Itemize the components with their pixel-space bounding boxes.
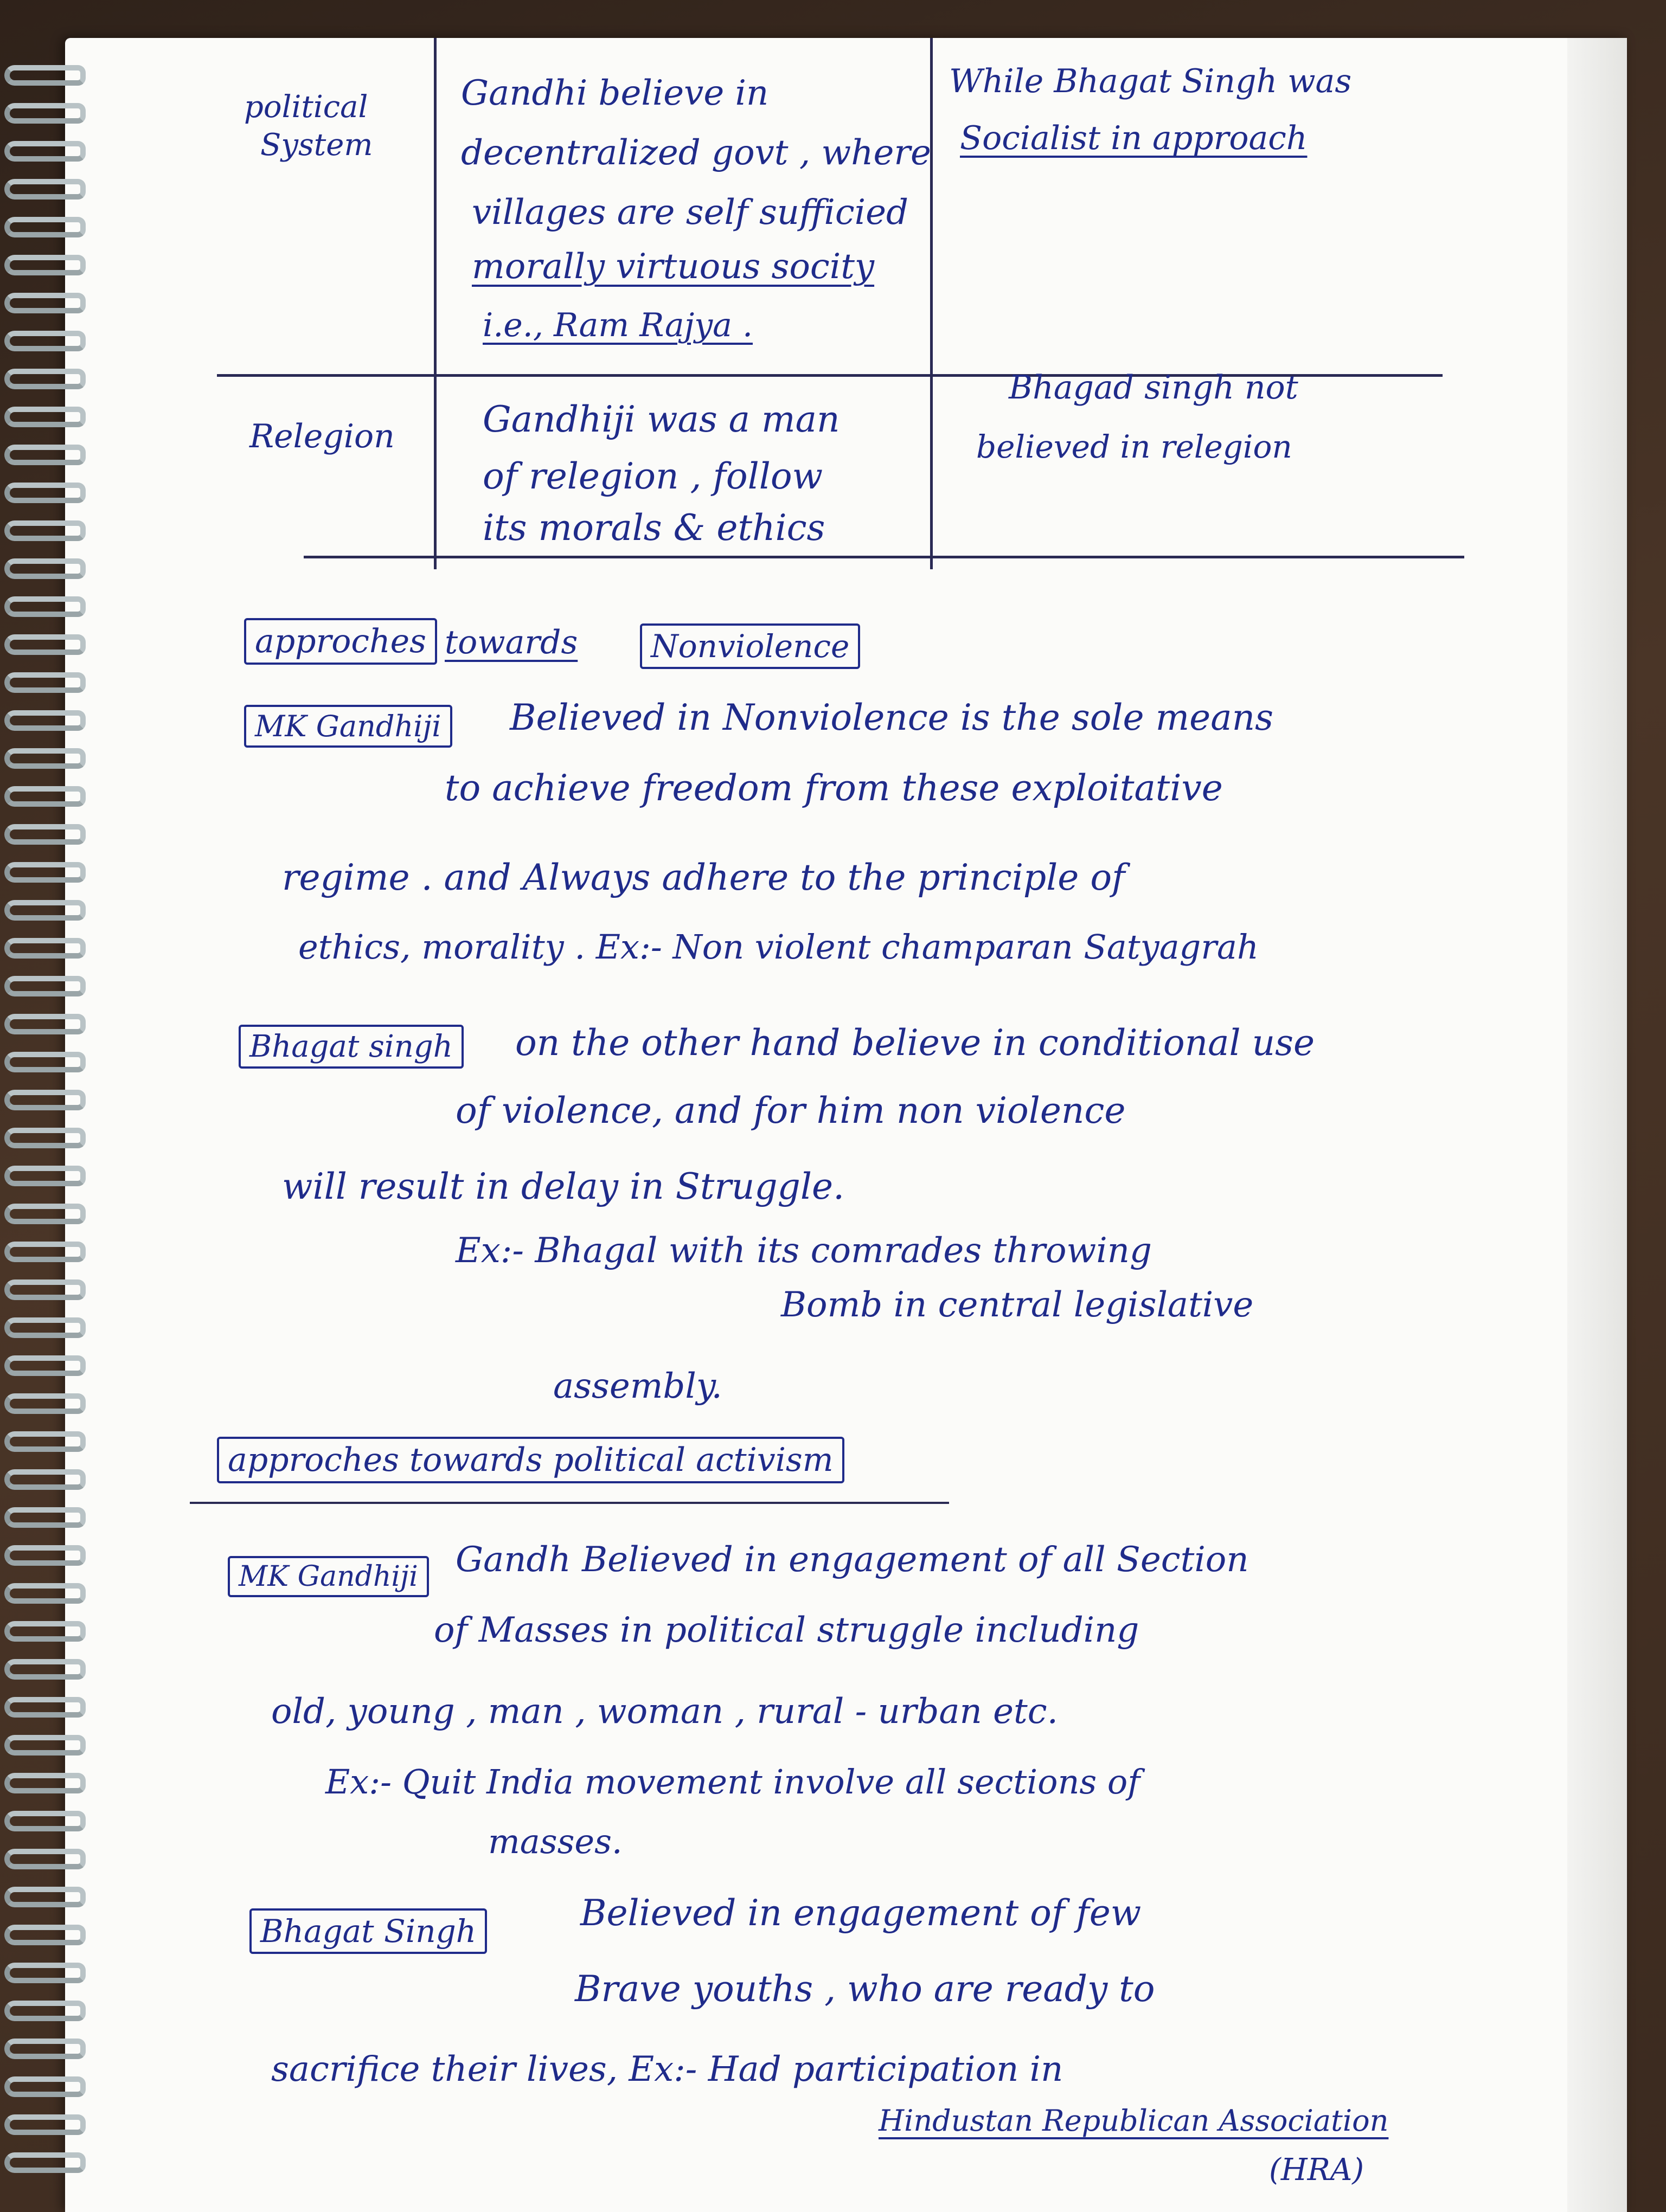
spiral-ring <box>4 1166 86 1186</box>
row-1-heading-line-1: political <box>244 89 368 125</box>
spiral-ring <box>4 786 86 807</box>
spiral-ring <box>4 672 86 693</box>
row-2-gandhi-line-1: Gandhiji was a man <box>483 398 840 440</box>
spiral-ring <box>4 407 86 427</box>
table-col-divider-1 <box>434 38 437 569</box>
spiral-ring <box>4 520 86 541</box>
row-1-gandhi-line-4: morally virtuous socity <box>472 247 875 287</box>
spiral-ring <box>4 217 86 237</box>
spiral-ring <box>4 1431 86 1452</box>
activism-gandhi-line-3: old, young , man , woman , rural - urban etc. <box>271 1692 1058 1732</box>
spiral-ring <box>4 558 86 579</box>
spiral-ring <box>4 1621 86 1642</box>
row-2-bhagat-line-1: Bhagad singh not <box>1009 369 1298 407</box>
spiral-ring <box>4 1583 86 1604</box>
activism-gandhi-line-1: Gandh Believed in engagement of all Section <box>456 1540 1249 1580</box>
activism-bhagat-tag: Bhagat Singh <box>249 1908 487 1954</box>
activism-heading: approches towards political activism <box>217 1437 844 1483</box>
spiral-ring <box>4 938 86 959</box>
activism-gandhi-line-4: Ex:- Quit India movement involve all sections of <box>325 1762 1140 1802</box>
spiral-ring <box>4 1279 86 1300</box>
spiral-ring <box>4 293 86 313</box>
row-1-gandhi-line-5: i.e., Ram Rajya . <box>483 306 753 344</box>
nonviolence-bhagat-line-4: Ex:- Bhagal with its comrades throwing <box>456 1231 1152 1271</box>
notebook-page <box>65 38 1627 2212</box>
spiral-ring <box>4 2114 86 2135</box>
spiral-ring <box>4 710 86 731</box>
spiral-ring <box>4 179 86 200</box>
activism-gandhi-line-5: masses. <box>488 1822 623 1861</box>
row-1-bhagat-line-2: Socialist in approach <box>960 119 1308 157</box>
row-1-heading-line-2: System <box>260 127 373 163</box>
activism-gandhi-line-2: of Masses in political struggle including <box>434 1610 1139 1650</box>
spiral-ring <box>4 748 86 769</box>
spiral-ring <box>4 1925 86 1945</box>
spiral-ring <box>4 65 86 86</box>
nonviolence-heading-part-2: towards <box>445 623 578 661</box>
spiral-ring <box>4 1963 86 1983</box>
spiral-ring <box>4 369 86 389</box>
spiral-ring <box>4 1355 86 1376</box>
row-1-bhagat-line-1: While Bhagat Singh was <box>949 62 1352 100</box>
spiral-ring <box>4 103 86 124</box>
spiral-ring <box>4 1128 86 1148</box>
spiral-ring <box>4 1811 86 1831</box>
spiral-ring <box>4 141 86 162</box>
spiral-ring <box>4 1052 86 1072</box>
spiral-ring <box>4 976 86 996</box>
activism-heading-line <box>190 1502 949 1504</box>
activism-bhagat-line-3: sacrifice their lives, Ex:- Had participation in <box>271 2049 1063 2089</box>
spiral-ring <box>4 255 86 275</box>
table-bottom-line <box>304 556 1464 558</box>
activism-bhagat-line-2: Brave youths , who are ready to <box>575 1968 1155 2010</box>
spiral-ring <box>4 483 86 503</box>
spiral-ring <box>4 1849 86 1869</box>
spiral-ring <box>4 634 86 655</box>
nonviolence-bhagat-line-3: will result in delay in Struggle. <box>282 1166 845 1207</box>
spiral-ring <box>4 445 86 465</box>
nonviolence-gandhi-line-3: regime . and Always adhere to the principle of <box>282 857 1125 898</box>
row-2-heading: Relegion <box>249 417 395 455</box>
spiral-ring <box>4 1469 86 1490</box>
spiral-ring <box>4 2039 86 2059</box>
nonviolence-heading-part-1: approches <box>244 618 437 665</box>
spiral-ring <box>4 1773 86 1793</box>
spiral-ring <box>4 1014 86 1034</box>
spiral-ring <box>4 1242 86 1262</box>
row-1-gandhi-line-2: decentralized govt , where <box>461 133 931 173</box>
spiral-ring <box>4 2076 86 2097</box>
nonviolence-bhagat-line-2: of violence, and for him non violence <box>456 1090 1126 1131</box>
spiral-ring <box>4 1393 86 1414</box>
spiral-ring <box>4 1697 86 1718</box>
activism-bhagat-line-1: Believed in engagement of few <box>580 1892 1142 1934</box>
row-2-gandhi-line-3: its morals & ethics <box>483 507 825 549</box>
nonviolence-bhagat-line-5: Bomb in central legislative <box>781 1285 1254 1325</box>
nonviolence-bhagat-line-1: on the other hand believe in conditional use <box>515 1022 1315 1064</box>
nonviolence-heading-part-3: Nonviolence <box>640 623 860 669</box>
nonviolence-gandhi-line-2: to achieve freedom from these exploitative <box>445 767 1223 809</box>
nonviolence-gandhi-line-1: Believed in Nonviolence is the sole means <box>510 697 1273 738</box>
spiral-ring <box>4 862 86 883</box>
page-stack-edge <box>1567 38 1627 2212</box>
activism-bhagat-line-5: (HRA) <box>1269 2152 1364 2188</box>
spiral-ring <box>4 2001 86 2021</box>
spiral-ring <box>4 1659 86 1680</box>
spiral-ring <box>4 331 86 351</box>
nonviolence-bhagat-tag: Bhagat singh <box>239 1025 464 1069</box>
spiral-ring <box>4 2152 86 2173</box>
spiral-ring <box>4 1090 86 1110</box>
spiral-ring <box>4 824 86 845</box>
nonviolence-bhagat-line-6: assembly. <box>553 1366 722 1406</box>
nonviolence-gandhi-line-4: ethics, morality . Ex:- Non violent champaran Satyagrah <box>298 927 1259 967</box>
row-2-gandhi-line-2: of relegion , follow <box>483 455 823 497</box>
row-1-gandhi-line-1: Gandhi believe in <box>461 73 769 113</box>
spiral-ring <box>4 1204 86 1224</box>
activism-bhagat-line-4: Hindustan Republican Association <box>879 2104 1389 2138</box>
spiral-ring <box>4 1887 86 1907</box>
spiral-ring <box>4 596 86 617</box>
row-1-gandhi-line-3: villages are self sufficied <box>472 192 908 233</box>
table-col-divider-2 <box>930 38 933 569</box>
spiral-ring <box>4 1735 86 1756</box>
activism-gandhi-tag: MK Gandhiji <box>228 1556 429 1597</box>
spiral-ring <box>4 1317 86 1338</box>
spiral-ring <box>4 1545 86 1566</box>
row-2-bhagat-line-2: believed in relegion <box>976 428 1292 465</box>
spiral-binding <box>0 65 103 2201</box>
spiral-ring <box>4 1507 86 1528</box>
spiral-ring <box>4 900 86 921</box>
nonviolence-gandhi-tag: MK Gandhiji <box>244 705 452 748</box>
